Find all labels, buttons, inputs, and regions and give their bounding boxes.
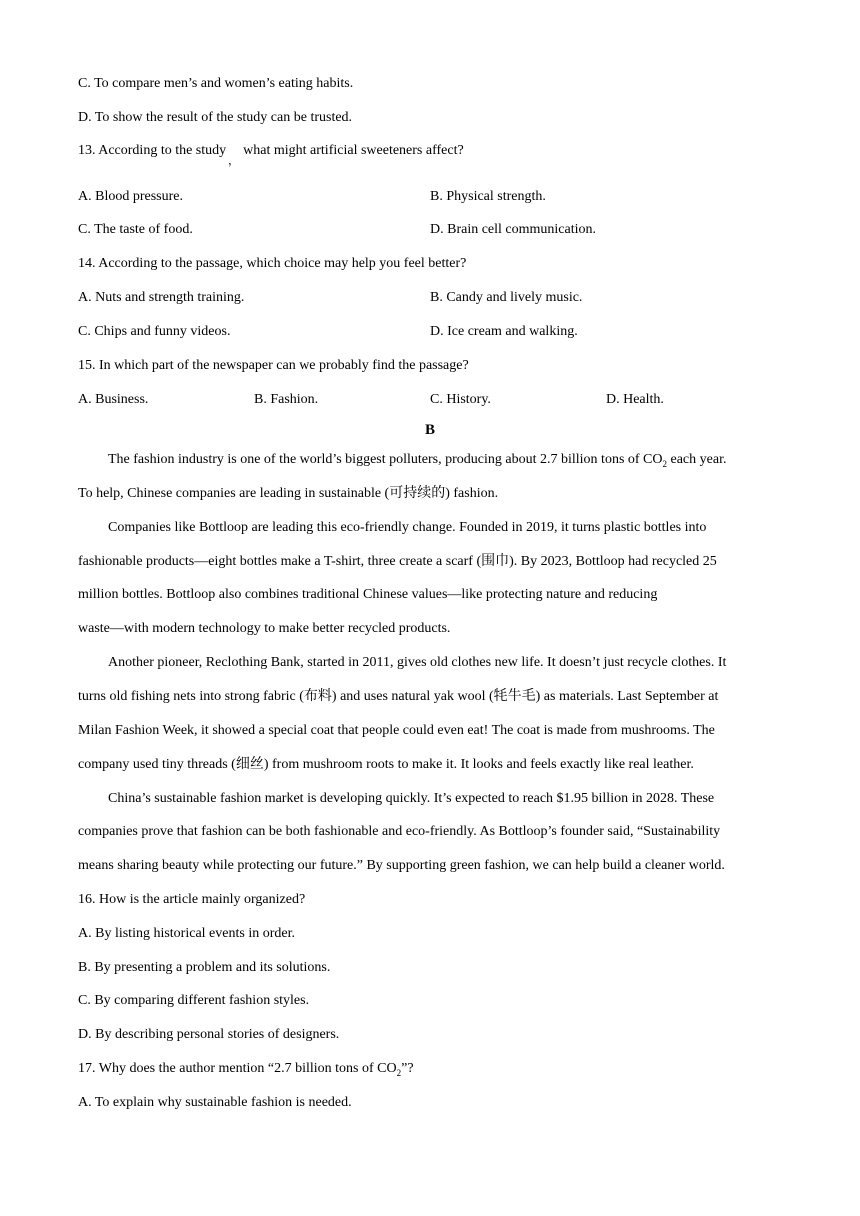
- question-16-stem: 16. How is the article mainly organized?: [78, 892, 306, 907]
- question-17-stem-part1: 17. Why does the author mention “2.7 billion tons of CO: [78, 1061, 397, 1076]
- option-14-a: A. Nuts and strength training.: [78, 290, 245, 305]
- passage-line: Milan Fashion Week, it showed a special coat that people could even eat! The coat is made from mushrooms. The: [78, 723, 715, 738]
- passage-line: [108, 451, 726, 473]
- option-15-a: A. Business.: [78, 392, 149, 407]
- question-13-stem-part2: what might artificial sweeteners affect?: [243, 143, 464, 158]
- option-14-b: B. Candy and lively music.: [430, 290, 583, 305]
- option-13-b: B. Physical strength.: [430, 189, 546, 204]
- option-16-c: C. By comparing different fashion styles.: [78, 993, 310, 1008]
- passage-line: companies prove that fashion can be both fashionable and eco-friendly. As Bottloop’s founder said, “Sustainability: [78, 824, 721, 839]
- passage-text: The fashion industry is one of the world’s biggest polluters, producing about 2.7 billion tons of CO: [108, 452, 663, 467]
- question-15-stem: 15. In which part of the newspaper can we probably find the passage?: [78, 358, 469, 373]
- option-13-a: A. Blood pressure.: [78, 189, 183, 204]
- passage-line: Another pioneer, Reclothing Bank, started in 2011, gives old clothes new life. It doesn’t just recycle clothes. It: [108, 655, 727, 670]
- option-14-d: D. Ice cream and walking.: [430, 324, 578, 339]
- passage-line: million bottles. Bottloop also combines traditional Chinese values—like protecting nature and reducing: [78, 587, 658, 602]
- question-13-stem-part1: 13. According to the study: [78, 143, 227, 158]
- subscript-2: 2: [662, 458, 667, 469]
- subscript-2: 2: [396, 1067, 402, 1078]
- question-14-stem: 14. According to the passage, which choice may help you feel better?: [78, 256, 467, 271]
- option-12-c: C. To compare men’s and women’s eating habits.: [78, 76, 354, 91]
- passage-line: means sharing beauty while protecting our future.” By supporting green fashion, we can help build a cleaner world.: [78, 858, 725, 873]
- option-17-a: A. To explain why sustainable fashion is needed.: [78, 1095, 352, 1110]
- question-13-comma: ，: [228, 155, 240, 167]
- section-heading: B: [424, 422, 435, 438]
- option-16-d: D. By describing personal stories of designers.: [78, 1027, 340, 1042]
- option-15-c: C. History.: [430, 392, 491, 407]
- question-17-stem-part2: ”?: [401, 1061, 414, 1076]
- option-13-d: D. Brain cell communication.: [430, 222, 597, 237]
- passage-line: turns old fishing nets into strong fabric (布料) and uses natural yak wool (牦牛毛) as materials. Last September at: [78, 689, 719, 704]
- passage-line: waste—with modern technology to make better recycled products.: [78, 621, 451, 636]
- question-13-stem: [78, 142, 464, 167]
- option-12-d: D. To show the result of the study can be trusted.: [78, 110, 353, 125]
- option-16-b: B. By presenting a problem and its solutions.: [78, 960, 331, 975]
- passage-line: To help, Chinese companies are leading in sustainable (可持续的) fashion.: [78, 486, 499, 501]
- option-15-d: D. Health.: [606, 392, 664, 407]
- option-14-c: C. Chips and funny videos.: [78, 324, 231, 339]
- question-17-stem: [78, 1060, 414, 1082]
- passage-line: company used tiny threads (细丝) from mushroom roots to make it. It looks and feels exactly like real leather.: [78, 757, 694, 772]
- option-15-b: B. Fashion.: [254, 392, 319, 407]
- option-13-c: C. The taste of food.: [78, 222, 193, 237]
- passage-line: fashionable products—eight bottles make a T-shirt, three create a scarf (围巾). By 2023, Bottloop had recycled 25: [78, 554, 717, 569]
- passage-text: each year.: [667, 452, 727, 467]
- passage-line: Companies like Bottloop are leading this eco-friendly change. Founded in 2019, it turns plastic bottles into: [108, 520, 707, 535]
- option-16-a: A. By listing historical events in order.: [78, 926, 295, 941]
- passage-line: China’s sustainable fashion market is developing quickly. It’s expected to reach $1.95 billion in 2028. These: [108, 791, 715, 806]
